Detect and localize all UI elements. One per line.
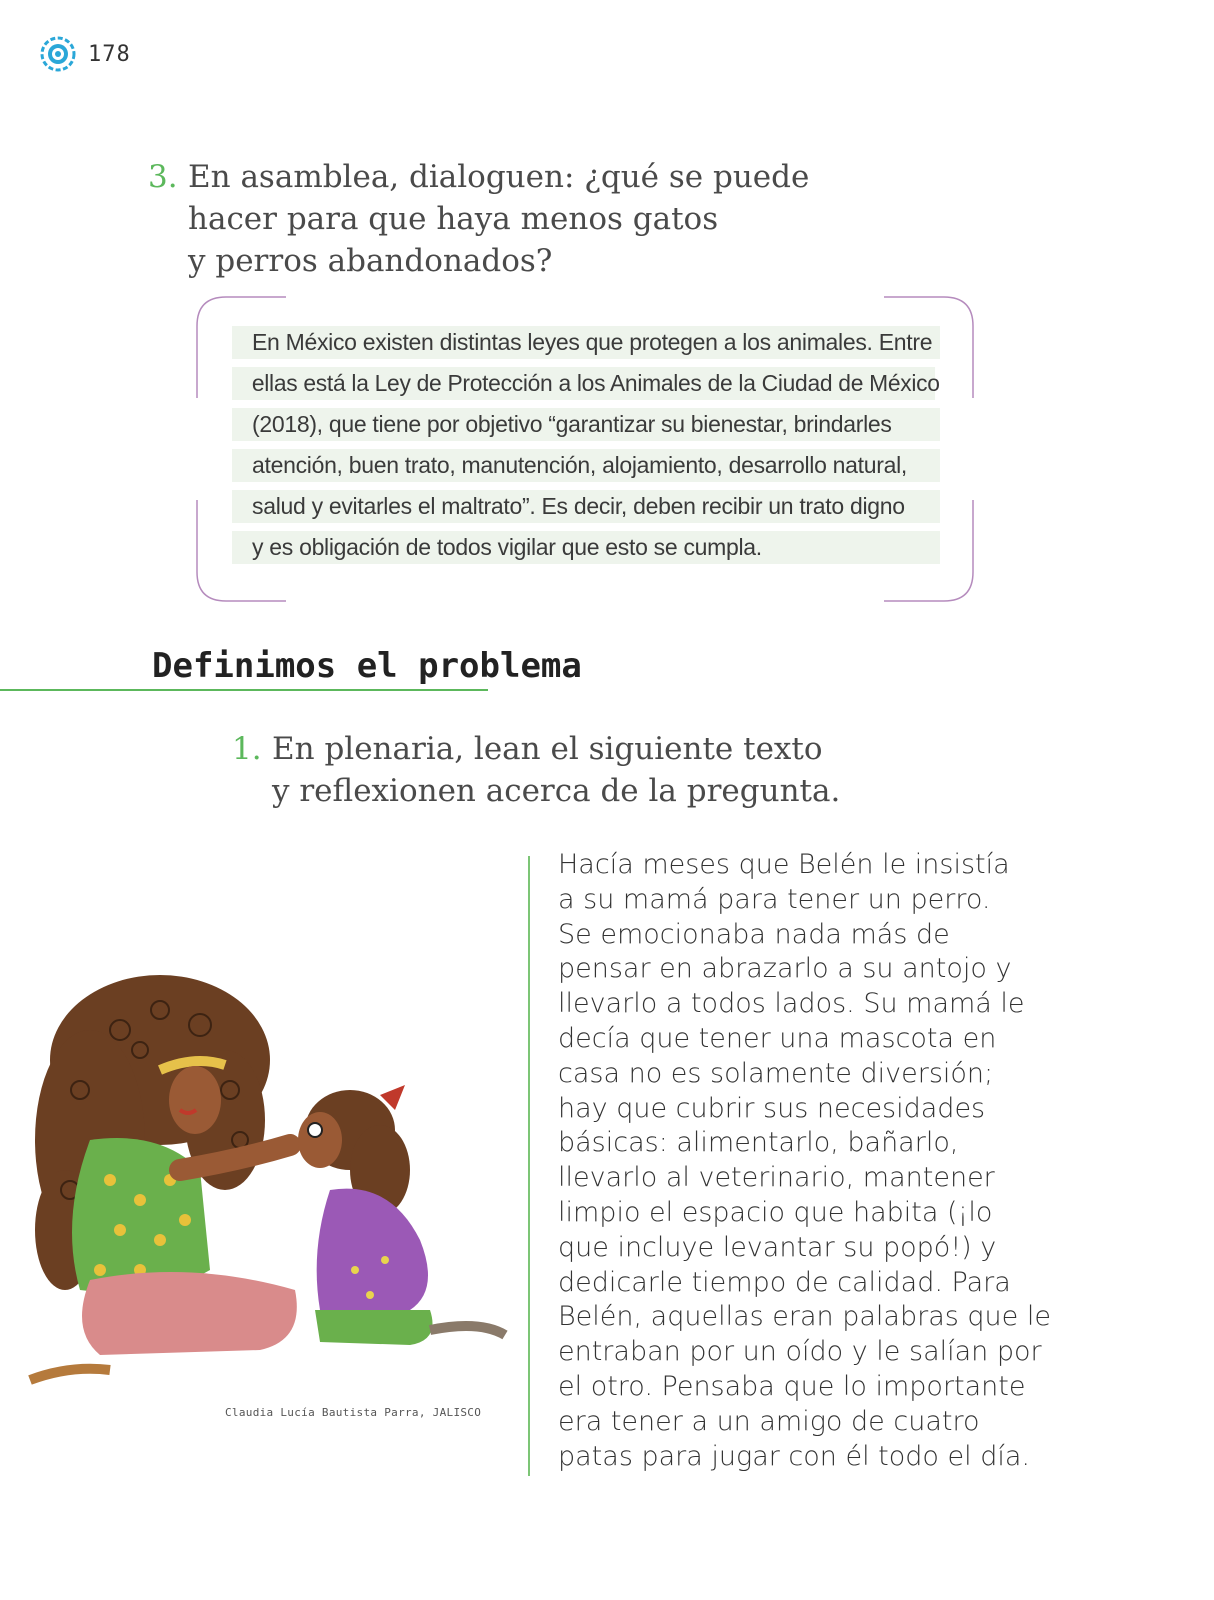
illustration-credit: Claudia Lucía Bautista Parra, JALISCO [225, 1406, 482, 1419]
story-line: llevarlo a todos lados. Su mamá le [558, 988, 1025, 1020]
question-text [272, 728, 840, 812]
question-line: y perros abandonados? [188, 243, 553, 279]
question-text [188, 156, 809, 282]
story-line: el otro. Pensaba que lo importante [558, 1370, 1026, 1402]
story-line: hay que cubrir sus necesidades [558, 1092, 986, 1124]
question-line: En asamblea, dialoguen: ¿qué se puede [188, 159, 810, 195]
section-underline [0, 689, 488, 691]
flower-icon [40, 36, 76, 72]
story-rule [528, 856, 530, 1476]
question-line: En plenaria, lean el siguiente texto [272, 731, 823, 767]
info-line: salud y evitarles el maltrato”. Es decir, deben recibir un trato digno [232, 490, 940, 523]
info-line: (2018), que tiene por objetivo “garantizar su bienestar, brindarles [232, 408, 940, 441]
story-line: Se emocionaba nada más de [558, 918, 950, 950]
story-line: a su mamá para tener un perro. [558, 883, 991, 915]
info-line: ellas está la Ley de Protección a los Animales de la Ciudad de México [232, 367, 935, 400]
question-line: hacer para que haya menos gatos [188, 201, 719, 237]
question-line: y reflexionen acerca de la pregunta. [272, 773, 841, 809]
story-line: era tener a un amigo de cuatro [558, 1405, 980, 1437]
story-line: básicas: alimentarlo, bañarlo, [558, 1127, 959, 1159]
story-text [558, 848, 1058, 1474]
story-line: entraban por un oído y le salían por [558, 1336, 1042, 1368]
info-text [232, 326, 940, 572]
story-line: patas para jugar con él todo el día. [558, 1440, 1030, 1472]
story-line: decía que tener una mascota en [558, 1022, 997, 1054]
info-line: y es obligación de todos vigilar que esto se cumpla. [232, 531, 940, 564]
story-line: Belén, aquellas eran palabras que le [558, 1301, 1051, 1333]
story-line: Hacía meses que Belén le insistía [558, 849, 1010, 880]
story-line: limpio el espacio que habita (¡lo [558, 1196, 993, 1228]
info-line: atención, buen trato, manutención, alojamiento, desarrollo natural, [232, 449, 940, 482]
question-number: 3. [148, 159, 178, 195]
story-line: llevarlo al veterinario, mantener [558, 1162, 995, 1194]
info-box [196, 296, 974, 602]
section-title: Definimos el problema [152, 646, 582, 686]
story-line: casa no es solamente diversión; [558, 1057, 994, 1089]
story-line: que incluye levantar su popó!) y [558, 1231, 997, 1263]
question-number: 1. [232, 731, 262, 767]
page-number-text: 178 [88, 41, 131, 67]
info-line: En México existen distintas leyes que protegen a los animales. Entre [232, 326, 940, 359]
story-line: pensar en abrazarlo a su antojo y [558, 953, 1012, 985]
page-number [40, 36, 131, 72]
question-1 [232, 728, 932, 812]
question-3 [148, 156, 848, 282]
mother-daughter-illustration [10, 970, 510, 1400]
story-line: dedicarle tiempo de calidad. Para [558, 1266, 1011, 1298]
